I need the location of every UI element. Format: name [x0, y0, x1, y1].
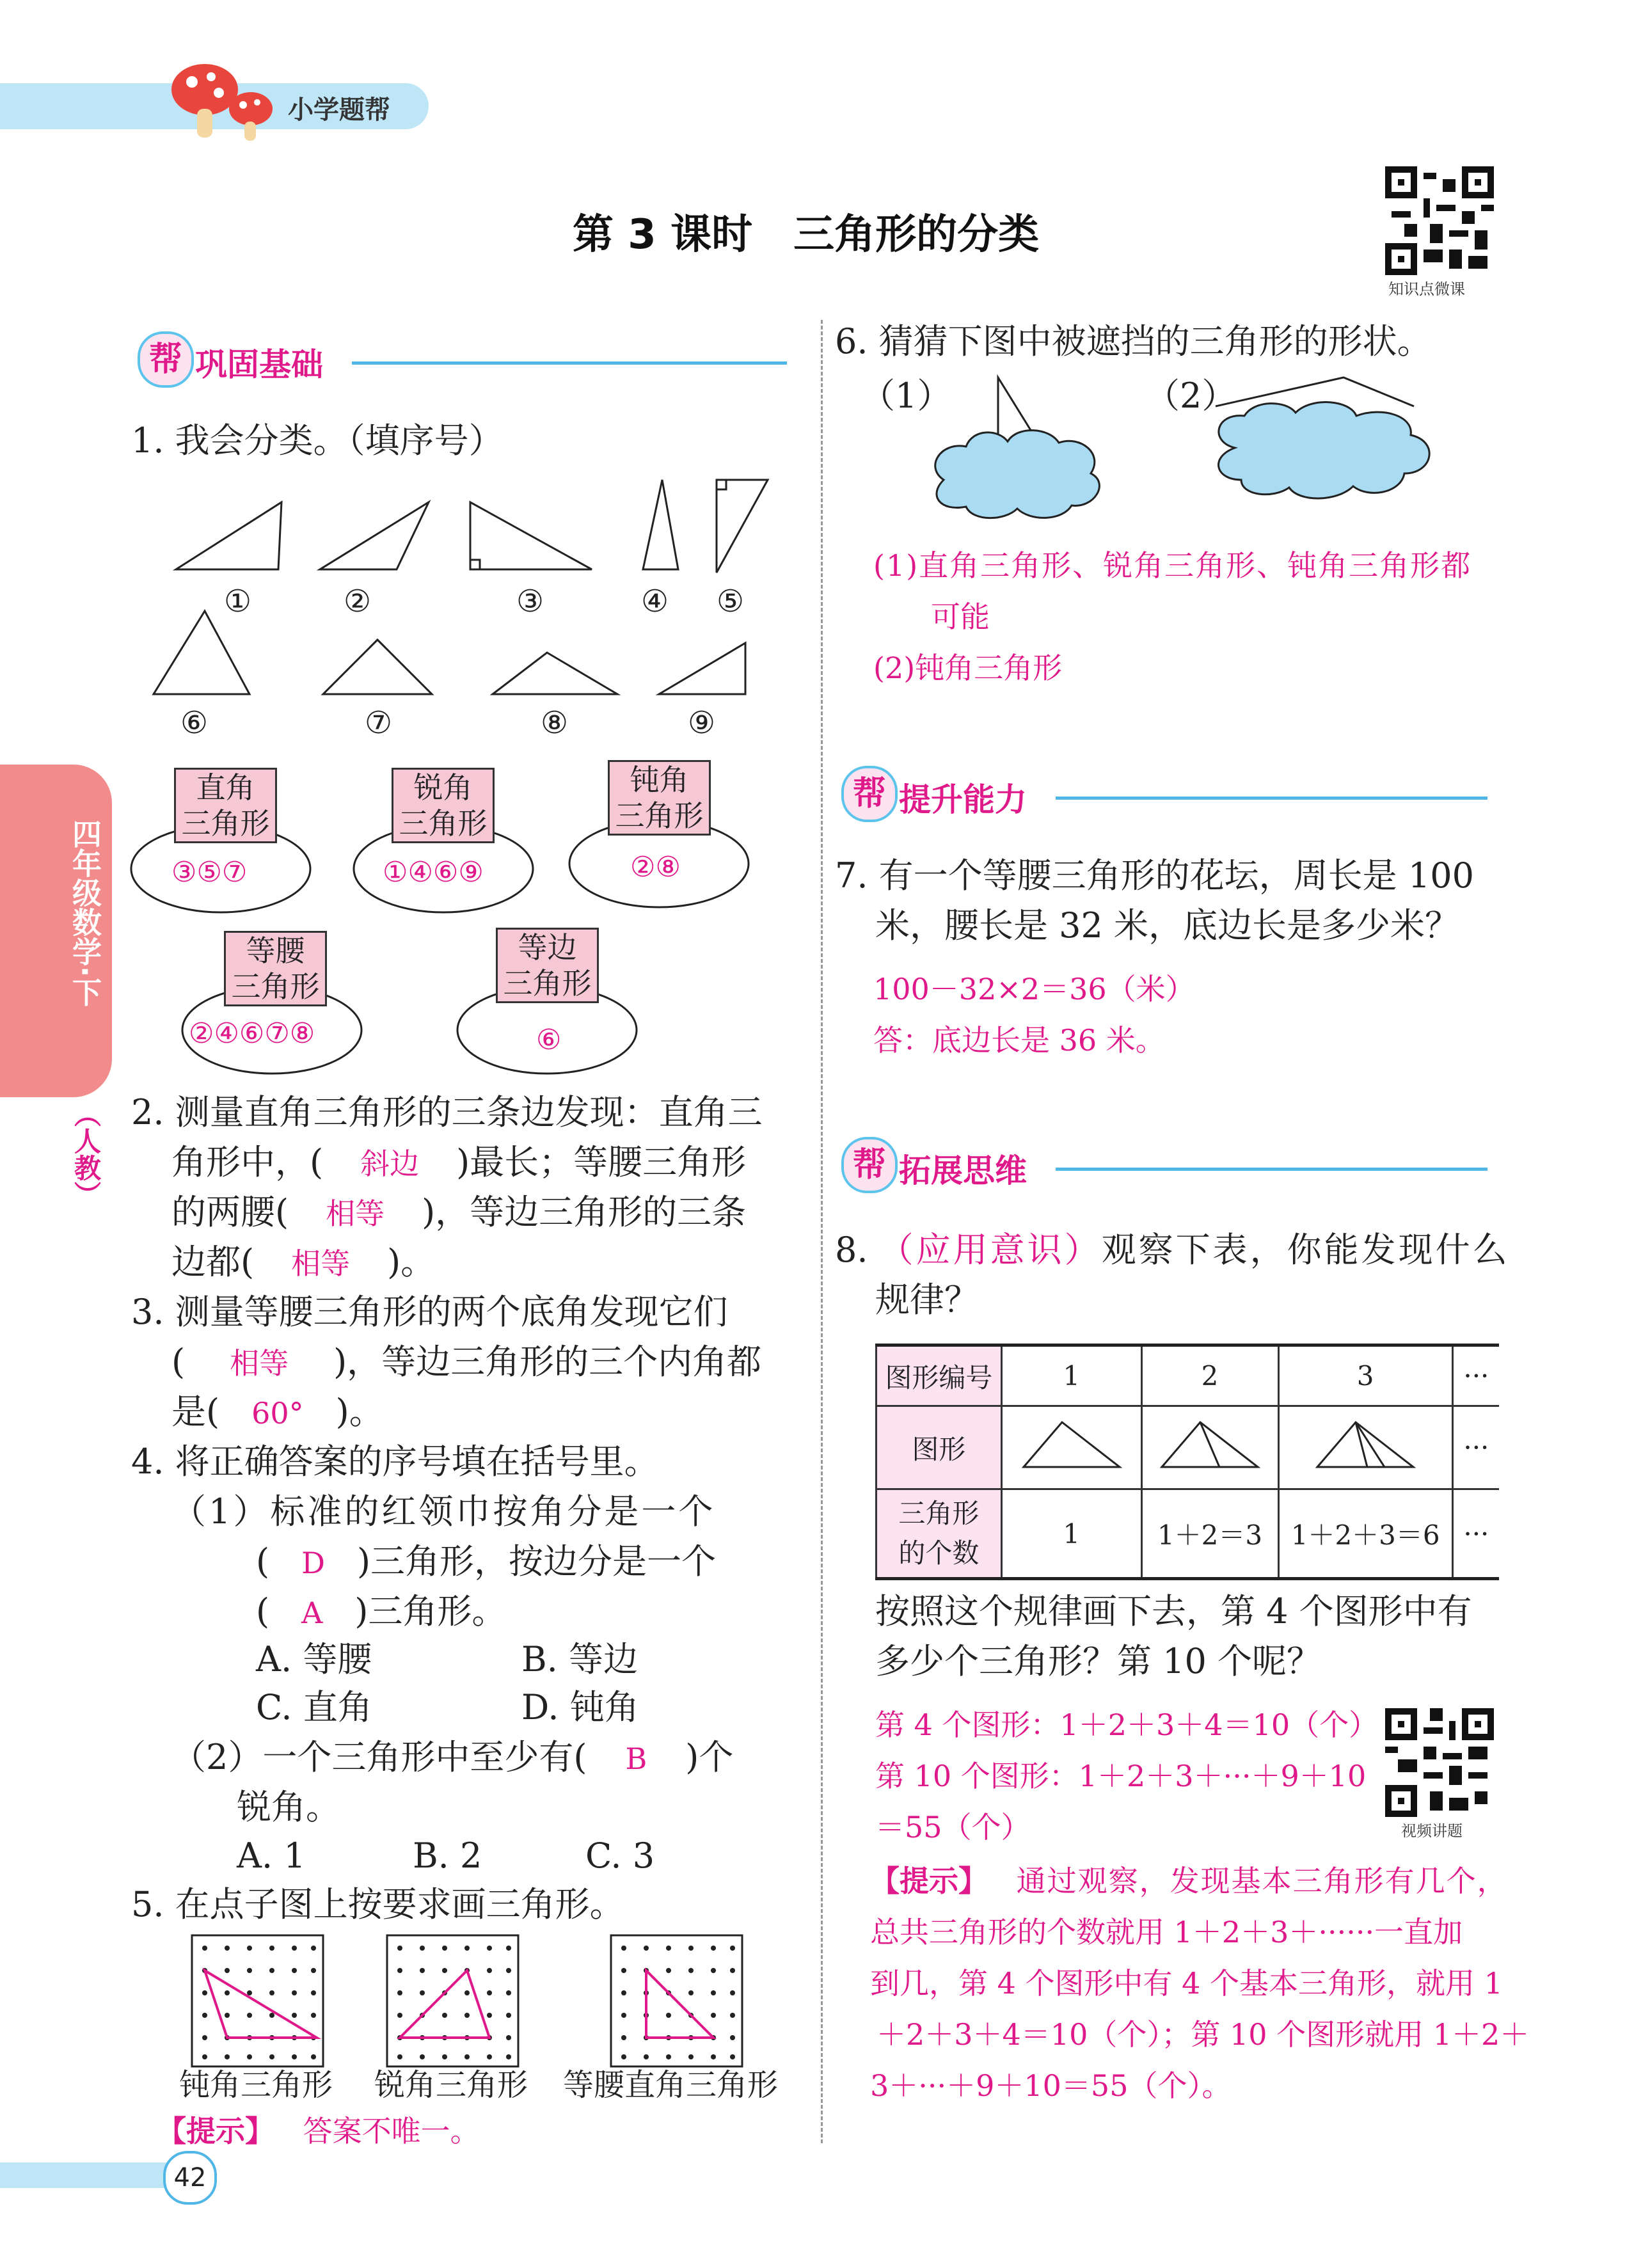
section-badge: 帮	[138, 331, 194, 388]
q5-text: 5. 在点子图上按要求画三角形。	[131, 1884, 624, 1924]
group-label-line1: 钝角	[630, 763, 689, 797]
section-line	[1056, 1168, 1487, 1171]
q8-line3: 按照这个规律画下去，第 4 个图形中有	[875, 1591, 1472, 1631]
q4-choice-3: C. 3	[585, 1836, 655, 1876]
q1-label-5: ⑤	[717, 583, 745, 619]
q4-option-d: D. 钝角	[521, 1687, 639, 1727]
q7-line1: 7. 有一个等腰三角形的花坛，周长是 100	[835, 855, 1474, 896]
table-header-number: 图形编号	[876, 1345, 1002, 1406]
hint-text: 通过观察，发现基本三角形有几个，	[1016, 1864, 1508, 1898]
table-cell-more: ···	[1452, 1489, 1499, 1579]
side-tab-edition: （人教）	[70, 1100, 102, 1208]
q3-line1: 3. 测量等腰三角形的两个底角发现它们	[131, 1292, 728, 1332]
footer-bar	[0, 2162, 186, 2188]
section-title-ability: 提升能力	[899, 781, 1027, 818]
q8-text: 观察下表，你能发现什么	[1101, 1230, 1510, 1270]
q4-text: (	[256, 1541, 270, 1582]
q4-answer-1: D	[301, 1546, 325, 1580]
table-header-count	[876, 1489, 1002, 1579]
qr-code-icon	[1385, 166, 1494, 275]
q2-line1: 2. 测量直角三角形的三条边发现：直角三	[131, 1092, 763, 1132]
q1-label-7: ⑦	[365, 705, 393, 741]
group-answer-right: ③⑤⑦	[171, 856, 248, 889]
column-divider	[821, 320, 823, 2143]
group-label-right	[174, 768, 277, 843]
q5-hint	[157, 2108, 480, 2150]
q3-answer-1: 相等	[230, 1346, 289, 1381]
q8-tag: （应用意识）	[878, 1230, 1102, 1270]
table-cell: 1＋2＝3	[1141, 1489, 1278, 1579]
group-label-line2: 三角形	[181, 806, 270, 841]
dot-grids	[189, 1932, 765, 2073]
q4-text: )三角形，按边分是一个	[356, 1541, 717, 1582]
section-line	[1056, 797, 1487, 800]
group-label-equilateral	[496, 928, 599, 1003]
q4-answer-2: A	[301, 1596, 323, 1630]
q4-part2-line2: 锐角。	[237, 1787, 340, 1827]
section-title-thinking: 拓展思维	[899, 1152, 1027, 1189]
q6-answer-2: (2)钝角三角形	[873, 651, 1063, 685]
table-cell: 1＋2＋3＝6	[1278, 1489, 1452, 1579]
q2-text: )，等边三角形的三条	[422, 1192, 747, 1232]
q8-answer-3: ＝55（个）	[875, 1810, 1031, 1844]
q4-line1: 4. 将正确答案的序号填在括号里。	[131, 1441, 659, 1482]
group-label-obtuse	[608, 760, 711, 836]
q5-label-acute: 锐角三角形	[374, 2067, 528, 2103]
table-cell: 3	[1278, 1345, 1452, 1406]
q4-part2-line1	[171, 1733, 733, 1784]
table-cell-more: ···	[1452, 1406, 1499, 1489]
q8-line1	[835, 1225, 1510, 1275]
q1-label-3: ③	[516, 583, 544, 619]
group-label-line2: 三角形	[615, 798, 704, 833]
group-answer-equilateral: ⑥	[536, 1024, 562, 1056]
q3-text: (	[171, 1342, 186, 1382]
mushroom-icon	[166, 58, 282, 147]
section-badge: 帮	[841, 1137, 898, 1193]
q2-text: 边都(	[171, 1242, 255, 1282]
q7-answer-2: 答：底边长是 36 米。	[873, 1023, 1165, 1058]
q4-choice-2: B. 2	[413, 1836, 482, 1876]
hint-label: 【提示】	[870, 1864, 988, 1898]
page-number: 42	[163, 2151, 217, 2205]
q8-hint-line2: 总共三角形的个数就用 1＋2＋3＋······一直加	[870, 1915, 1463, 1949]
group-label-line1: 锐角	[413, 770, 473, 805]
section-title-basics: 巩固基础	[195, 346, 323, 383]
q2-text: 角形中，(	[171, 1142, 324, 1182]
q4-text: (	[256, 1591, 270, 1631]
table-figure-1	[1001, 1406, 1141, 1489]
q2-text: 的两腰(	[171, 1192, 289, 1232]
table-cell: 1	[1001, 1345, 1141, 1406]
q1-label-4: ④	[641, 583, 669, 619]
q8-line4: 多少个三角形？第 10 个呢？	[875, 1641, 1322, 1681]
q4-choice-1: A. 1	[237, 1836, 306, 1876]
table-cell: 1	[1001, 1489, 1141, 1579]
table-cell-more: ···	[1452, 1345, 1499, 1406]
qr-code-icon	[1385, 1708, 1494, 1817]
q4-text: （2）一个三角形中至少有(	[171, 1737, 587, 1777]
q8-answer-1: 第 4 个图形：1＋2＋3＋4＝10（个）	[875, 1708, 1379, 1742]
group-label-acute	[392, 768, 495, 843]
q1-label-1: ①	[224, 583, 252, 619]
group-label-line2: 三角形	[399, 806, 488, 841]
group-label-line1: 直角	[196, 770, 255, 805]
q3-answer-2: 60°	[251, 1396, 304, 1431]
q4-part1-line2	[256, 1537, 716, 1588]
group-label-line2: 三角形	[503, 966, 592, 1001]
q1-label-2: ②	[344, 583, 372, 619]
group-label-line1: 等腰	[246, 933, 305, 968]
q8-hint-line1	[870, 1855, 1508, 1907]
table-figure-3	[1278, 1406, 1452, 1489]
group-answer-obtuse: ②⑧	[630, 851, 681, 884]
q1-label-6: ⑥	[180, 705, 209, 741]
q2-answer-1: 斜边	[360, 1146, 420, 1181]
table-header-count-line2: 的个数	[898, 1537, 980, 1569]
hint-text: 答案不唯一。	[303, 2114, 480, 2148]
q2-line2	[171, 1138, 746, 1189]
q4-option-c: C. 直角	[256, 1687, 372, 1727]
q6-answer-1: (1)直角三角形、锐角三角形、钝角三角形都	[873, 548, 1472, 583]
q3-text: 是(	[171, 1392, 220, 1432]
q6-part2: （2）	[1145, 376, 1237, 416]
q2-text: )。	[387, 1242, 436, 1282]
q3-text: )，等边三角形的三个内角都	[333, 1342, 762, 1382]
q8-hint	[870, 1855, 1530, 2111]
brand-name: 小学题帮	[288, 95, 390, 125]
section-line	[352, 361, 787, 365]
q2-line4	[171, 1237, 435, 1289]
group-answer-isosceles: ②④⑥⑦⑧	[189, 1017, 315, 1050]
q4-part1-line1: （1）标准的红领巾按角分是一个	[171, 1491, 716, 1532]
hint-label: 【提示】	[157, 2114, 274, 2148]
group-label-line2: 三角形	[231, 969, 320, 1004]
q2-answer-2: 相等	[326, 1196, 385, 1231]
q8-number: 8.	[835, 1230, 879, 1270]
qr-caption: 知识点微课	[1388, 280, 1465, 298]
q7-answer-1: 100－32×2＝36（米）	[873, 972, 1195, 1006]
q5-label-iso-right: 等腰直角三角形	[563, 2067, 779, 2103]
group-label-isosceles	[224, 931, 327, 1006]
q2-answer-3: 相等	[291, 1246, 351, 1281]
qr-caption: 视频讲题	[1401, 1822, 1463, 1840]
q3-line2	[171, 1337, 761, 1388]
q7-line2: 米，腰长是 32 米，底边长是多少米？	[875, 905, 1460, 946]
side-tab-grade: 四年级数学·下	[68, 819, 102, 1007]
q4-part1-line3	[256, 1587, 506, 1638]
q6-part1: （1）	[861, 376, 952, 416]
q5-label-obtuse: 钝角三角形	[179, 2067, 333, 2103]
q3-line3	[171, 1387, 384, 1438]
q8-hint-line5: 3＋···＋9＋10＝55（个）。	[870, 2068, 1232, 2103]
q4-option-b: B. 等边	[521, 1639, 639, 1679]
group-label-line1: 等边	[518, 930, 577, 965]
rule-table	[875, 1344, 1499, 1580]
q1-label-8: ⑧	[541, 705, 569, 741]
q4-text: )个	[685, 1737, 734, 1777]
q1-text: 1. 我会分类。（填序号）	[131, 420, 504, 461]
q2-line3	[171, 1187, 746, 1239]
table-header-count-line1: 三角形	[898, 1498, 980, 1529]
q2-text: )最长；等腰三角形	[456, 1142, 747, 1182]
q6-text: 6. 猜猜下图中被遮挡的三角形的形状。	[835, 321, 1432, 361]
cloud-figures	[928, 371, 1497, 525]
q8-hint-line4: ＋2＋3＋4＝10（个）；第 10 个图形就用 1＋2＋	[876, 2017, 1530, 2052]
group-answer-acute: ①④⑥⑨	[383, 856, 484, 889]
q4-text: )三角形。	[354, 1591, 507, 1631]
section-badge: 帮	[841, 766, 898, 822]
page-title: 第 3 课时 三角形的分类	[573, 211, 1040, 258]
q4-answer-3: B	[625, 1741, 647, 1776]
q6-answer-1b: 可能	[931, 599, 990, 634]
q1-label-9: ⑨	[688, 705, 716, 741]
table-header-figure: 图形	[876, 1406, 1002, 1489]
q8-hint-line3: 到几，第 4 个图形中有 4 个基本三角形，就用 1	[870, 1966, 1503, 2001]
q4-option-a: A. 等腰	[256, 1639, 372, 1679]
q8-answer-2: 第 10 个图形：1＋2＋3＋···＋9＋10	[875, 1759, 1367, 1793]
q3-text: )。	[335, 1392, 384, 1432]
table-figure-2	[1141, 1406, 1278, 1489]
table-cell: 2	[1141, 1345, 1278, 1406]
q8-line2: 规律？	[875, 1280, 979, 1320]
